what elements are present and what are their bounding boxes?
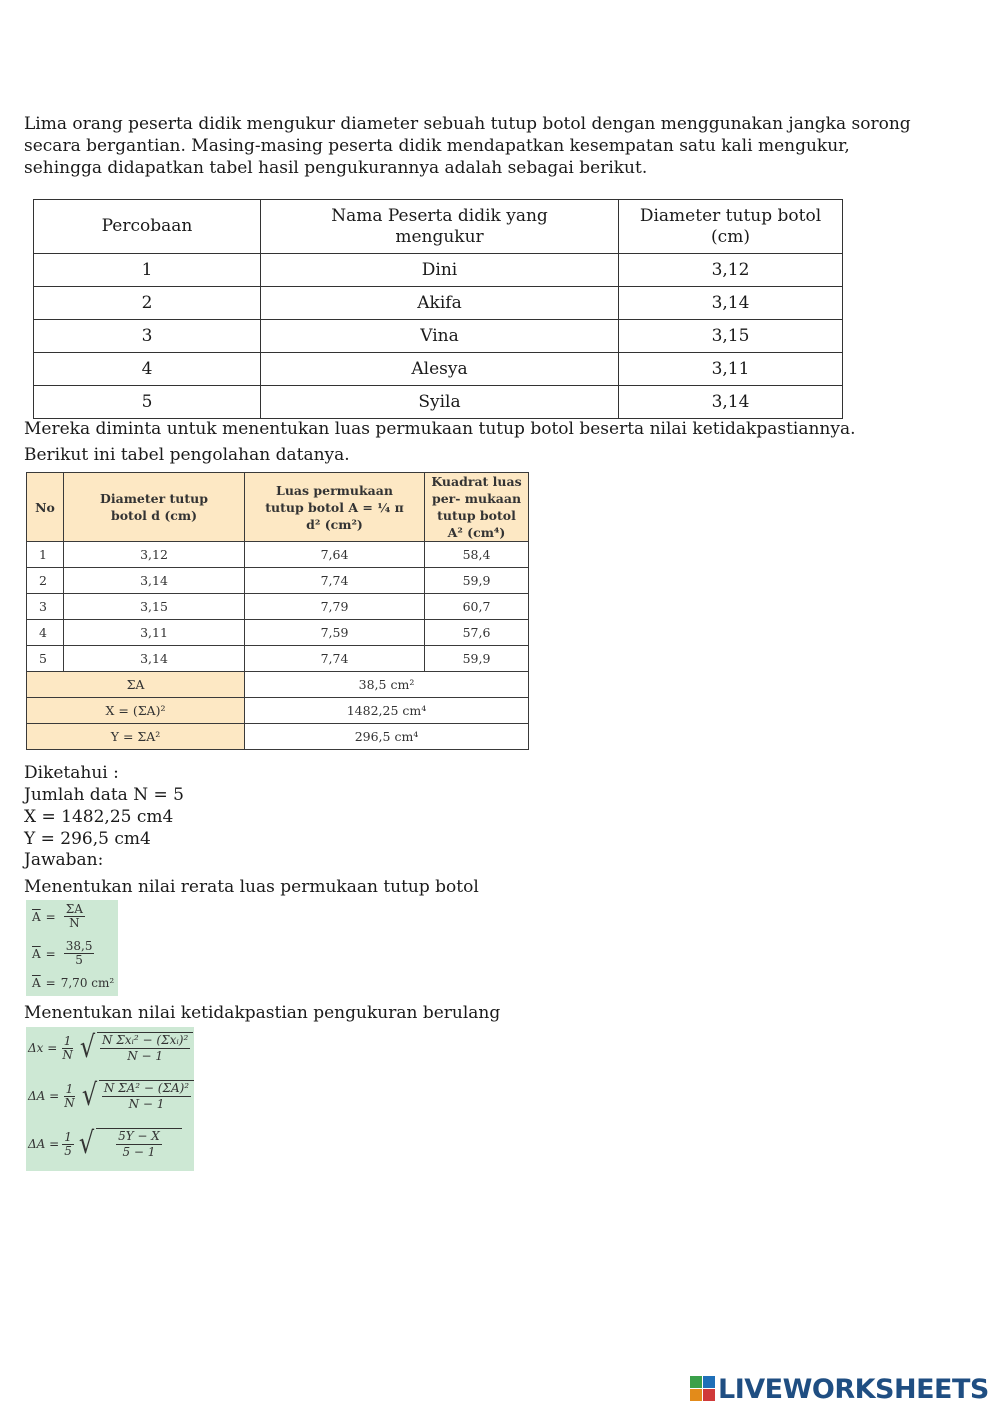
cell: 3,12 (64, 542, 245, 568)
cell: 4 (34, 353, 261, 386)
denominator: N (69, 916, 80, 930)
cell: 60,7 (425, 594, 529, 620)
denominator: N − 1 (127, 1049, 164, 1063)
mean-symbol: $\overline{A}$ (32, 946, 41, 961)
numerator: N ΣA² − (ΣA)² (103, 1081, 190, 1095)
fraction (64, 903, 85, 930)
mean-symbol: $\overline{A}$ (32, 909, 41, 924)
summary-value: 38,5 cm² (245, 672, 529, 698)
summary-label: Y = ΣA² (27, 724, 245, 750)
col-header: Luas permukaan tutup botol A = ¼ π d² (cm²) (245, 473, 425, 542)
denominator: N (62, 1047, 73, 1062)
radicand (96, 1128, 182, 1160)
cell: 3,14 (619, 287, 843, 320)
numerator: 1 (65, 1081, 74, 1096)
square-root (77, 1128, 182, 1160)
cell: 2 (34, 287, 261, 320)
cell: 3 (27, 594, 64, 620)
measurement-table (33, 199, 843, 419)
radical-sign: √ (79, 1030, 96, 1065)
cell: 7,64 (245, 542, 425, 568)
formula-lhs: ΔA = (28, 1137, 60, 1151)
summary-label: X = (ΣA)² (27, 698, 245, 724)
col-header: Percobaan (34, 200, 261, 254)
col-header: Nama Peserta didik yang mengukur (261, 200, 619, 254)
table-row (27, 568, 529, 594)
summary-row (27, 724, 529, 750)
cell: 3,15 (64, 594, 245, 620)
table-row (27, 620, 529, 646)
cell: 58,4 (425, 542, 529, 568)
given-title: Diketahui : (24, 763, 119, 783)
table-row (34, 287, 843, 320)
table-row (34, 353, 843, 386)
numerator: 1 (64, 1129, 72, 1144)
step-mean-heading: Menentukan nilai rerata luas permukaan tutup botol (24, 877, 479, 897)
fraction (62, 1083, 77, 1110)
table-row (27, 542, 529, 568)
answer-label: Jawaban: (24, 850, 104, 870)
table-header-row (27, 473, 529, 542)
cell: 3,14 (619, 386, 843, 419)
cell: 7,74 (245, 568, 425, 594)
cell: 1 (34, 254, 261, 287)
numerator: ΣA (65, 902, 83, 916)
denominator: N (64, 1095, 75, 1110)
formula-lhs: ΔA = (28, 1089, 60, 1103)
numerator: 38,5 (65, 939, 93, 953)
cell: 5 (34, 386, 261, 419)
numerator: N Σxᵢ² − (Σxᵢ)² (101, 1033, 189, 1047)
cell: 57,6 (425, 620, 529, 646)
cell: 3,11 (64, 620, 245, 646)
fraction (60, 1035, 75, 1062)
equals-sign: = (45, 946, 56, 961)
liveworksheets-logo (690, 1374, 989, 1404)
fraction (64, 940, 95, 967)
cell: Syila (261, 386, 619, 419)
cell: Dini (261, 254, 619, 287)
table-header-row (34, 200, 843, 254)
col-header: No (27, 473, 64, 542)
summary-row (27, 672, 529, 698)
paragraph-task: Mereka diminta untuk menentukan luas permukaan tutup botol beserta nilai ketidakpastiannya. (24, 419, 856, 439)
logo-grid-icon (690, 1376, 716, 1402)
numerator: 1 (63, 1033, 72, 1048)
cell: 3,14 (64, 646, 245, 672)
radicand (99, 1080, 194, 1112)
denominator: 5 (75, 953, 83, 967)
step-uncertainty-heading: Menentukan nilai ketidakpastian pengukuran berulang (24, 1003, 501, 1023)
processing-table (26, 472, 529, 750)
cell: Akifa (261, 287, 619, 320)
radicand (97, 1032, 193, 1064)
mean-formula-image (26, 900, 118, 996)
table-row (27, 594, 529, 620)
intro-paragraph: Lima orang peserta didik mengukur diameter sebuah tutup botol dengan menggunakan jangka sorong secara bergantian. Masing-masing peserta didik mendapatkan kesempatan satu kali mengukur, sehingga didapatkan tabel hasil pengukurannya adalah sebagai berikut. (24, 114, 911, 178)
table-row (34, 320, 843, 353)
formula-lhs: Δx = (28, 1041, 58, 1055)
cell: 3 (34, 320, 261, 353)
cell: 3,15 (619, 320, 843, 353)
equals-sign: = (45, 909, 56, 924)
col-header: Diameter tutup botol d (cm) (64, 473, 245, 542)
summary-value: 296,5 cm⁴ (245, 724, 529, 750)
cell: 5 (27, 646, 64, 672)
col-header: Kuadrat luas per- mukaan tutup botol A² (cm⁴) (425, 473, 529, 542)
denominator: N − 1 (128, 1097, 165, 1111)
cell: 1 (27, 542, 64, 568)
cell: 3,11 (619, 353, 843, 386)
cell: 4 (27, 620, 64, 646)
cell: 59,9 (425, 568, 529, 594)
denominator: 5 (64, 1143, 72, 1158)
square-root (80, 1080, 194, 1112)
given-line: Jumlah data N = 5 (24, 785, 184, 805)
mean-result: 7,70 cm² (60, 976, 115, 990)
fraction (62, 1131, 74, 1158)
cell: 3,14 (64, 568, 245, 594)
paragraph-table-intro: Berikut ini tabel pengolahan datanya. (24, 445, 350, 465)
cell: 7,79 (245, 594, 425, 620)
uncertainty-formula-image (26, 1027, 194, 1171)
square-root (78, 1032, 193, 1064)
table-row (27, 646, 529, 672)
cell: 7,74 (245, 646, 425, 672)
table-row (34, 386, 843, 419)
radical-sign: √ (78, 1126, 95, 1161)
given-line: X = 1482,25 cm4 (24, 807, 174, 827)
logo-text: LIVEWORKSHEETS (718, 1373, 989, 1405)
cell: Vina (261, 320, 619, 353)
cell: Alesya (261, 353, 619, 386)
cell: 3,12 (619, 254, 843, 287)
col-header: Diameter tutup botol (cm) (619, 200, 843, 254)
denominator: 5 − 1 (122, 1145, 156, 1159)
cell: 59,9 (425, 646, 529, 672)
equals-sign: = (45, 976, 56, 990)
summary-value: 1482,25 cm⁴ (245, 698, 529, 724)
mean-symbol: $\overline{A}$ (32, 976, 41, 990)
summary-label: ΣA (27, 672, 245, 698)
given-line: Y = 296,5 cm4 (24, 829, 151, 849)
cell: 2 (27, 568, 64, 594)
table-row (34, 254, 843, 287)
cell: 7,59 (245, 620, 425, 646)
summary-row (27, 698, 529, 724)
radical-sign: √ (81, 1078, 97, 1113)
numerator: 5Y − X (118, 1129, 160, 1143)
